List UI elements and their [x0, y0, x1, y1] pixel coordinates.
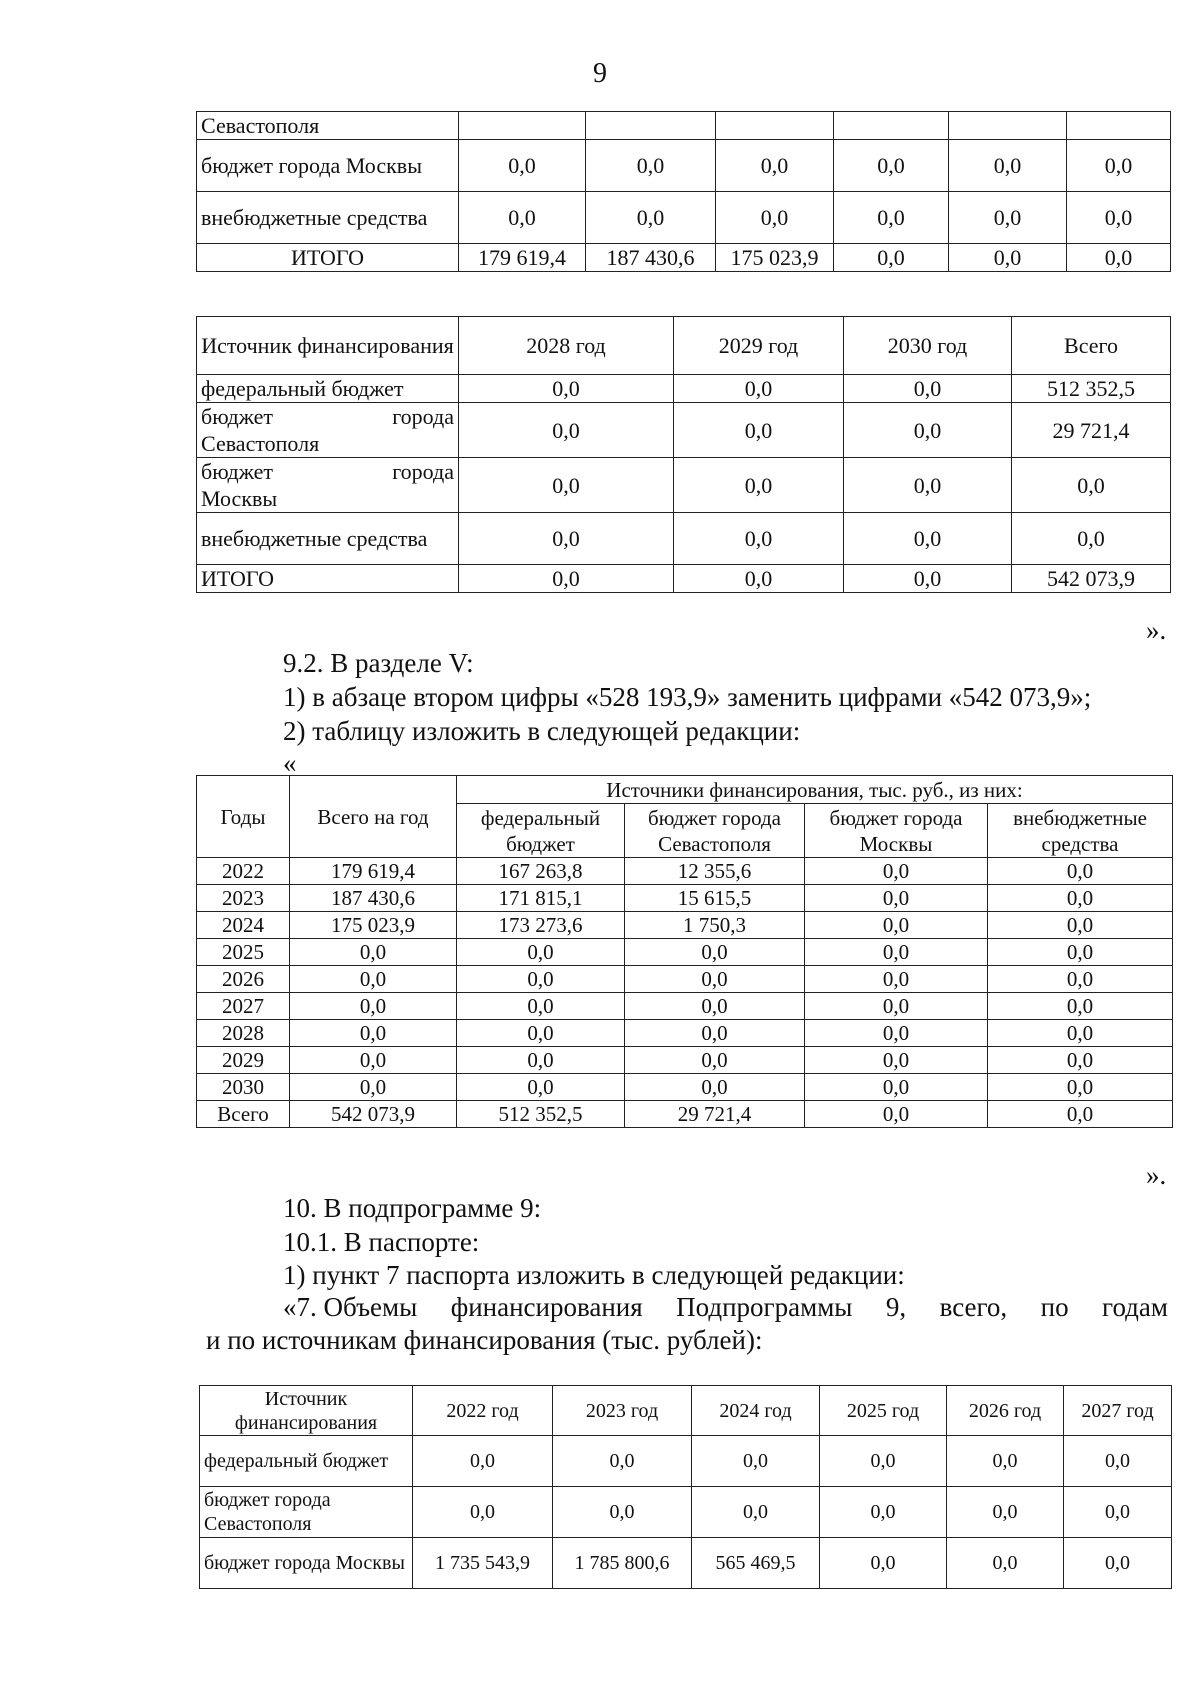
row-label-word: бюджет: [201, 404, 273, 429]
table-header-row: [200, 1386, 1172, 1436]
table-cell: 512 352,5: [1012, 375, 1171, 403]
table-cell: 0,0: [844, 375, 1012, 403]
table-cell: 2027: [197, 993, 290, 1020]
table-cell: 0,0: [625, 939, 805, 966]
table-cell: 0,0: [844, 403, 1012, 458]
table-cell: 0,0: [805, 1101, 988, 1128]
word: «7. Объемы: [283, 1292, 418, 1322]
subprogram-9-financing-table: [199, 1385, 1172, 1589]
word: Подпрограммы: [676, 1292, 853, 1322]
table-cell: 0,0: [988, 858, 1173, 885]
table-cell: 0,0: [805, 939, 988, 966]
column-header: 2027 год: [1064, 1386, 1172, 1436]
paragraph-7-justified: [283, 1292, 1168, 1323]
table-cell: 0,0: [947, 1436, 1064, 1487]
paragraph-7-continued: и по источникам финансирования (тыс. рублей):: [206, 1325, 763, 1355]
table-row: [197, 912, 1173, 939]
table-row: [197, 1047, 1173, 1074]
table-row: [197, 458, 1171, 513]
word: 9,: [885, 1292, 907, 1322]
table-cell: 0,0: [820, 1487, 947, 1538]
table-cell: 0,0: [1064, 1487, 1172, 1538]
table-cell: [716, 112, 834, 140]
table-cell: 0,0: [844, 458, 1012, 513]
table-cell: 0,0: [586, 140, 716, 192]
column-header: федеральный бюджет: [457, 804, 625, 858]
table-row: [197, 140, 1171, 192]
table-cell: 29 721,4: [1012, 403, 1171, 458]
table-cell: 0,0: [1012, 513, 1171, 565]
table-cell: 0,0: [290, 966, 457, 993]
table-cell: 0,0: [947, 1487, 1064, 1538]
table-row: [200, 1538, 1172, 1589]
table-cell: 0,0: [805, 1047, 988, 1074]
table-cell: 173 273,6: [457, 912, 625, 939]
table-cell: 0,0: [459, 192, 586, 244]
page-number: 9: [593, 58, 607, 89]
row-label: бюджет города Москвы: [200, 1538, 413, 1589]
table-cell: 0,0: [290, 993, 457, 1020]
table-cell: 1 750,3: [625, 912, 805, 939]
column-header: бюджет города Москвы: [805, 804, 988, 858]
table-cell: 0,0: [625, 1047, 805, 1074]
table-cell: 175 023,9: [716, 244, 834, 272]
table-header-row: [197, 317, 1171, 375]
table-cell: 0,0: [625, 1074, 805, 1101]
table-cell: 12 355,6: [625, 858, 805, 885]
table-cell: 0,0: [1067, 140, 1171, 192]
row-label: Севастополя: [197, 112, 459, 140]
table-row: [197, 1074, 1173, 1101]
column-header: Источник финансирования: [200, 1386, 413, 1436]
quote-close: ».: [1146, 615, 1167, 645]
row-label-word: города: [392, 404, 454, 429]
row-label-word: города: [392, 459, 454, 484]
column-header: 2025 год: [820, 1386, 947, 1436]
table-row: [200, 1436, 1172, 1487]
table-cell: 2030: [197, 1074, 290, 1101]
word: по: [1040, 1292, 1069, 1322]
column-header-total: Всего на год: [290, 776, 457, 858]
table-cell: 0,0: [692, 1487, 820, 1538]
table-row: [200, 1487, 1172, 1538]
table-row: [197, 513, 1171, 565]
table-cell: 0,0: [459, 565, 674, 593]
table-row: [197, 403, 1171, 458]
table-cell: 0,0: [716, 140, 834, 192]
row-label-line2: Москвы: [201, 486, 278, 511]
table-cell: 0,0: [949, 244, 1067, 272]
table-cell: 0,0: [553, 1436, 692, 1487]
row-label: внебюджетные средства: [197, 192, 459, 244]
table-cell: 0,0: [625, 966, 805, 993]
table-cell: 0,0: [674, 565, 844, 593]
table-row: [197, 112, 1171, 140]
table-cell: 0,0: [805, 858, 988, 885]
table-cell: 0,0: [988, 966, 1173, 993]
table-cell: 0,0: [457, 1074, 625, 1101]
table-cell: 0,0: [625, 993, 805, 1020]
table-cell: 0,0: [459, 403, 674, 458]
column-header: 2028 год: [459, 317, 674, 375]
table-cell: 0,0: [805, 885, 988, 912]
table-cell: 0,0: [834, 140, 949, 192]
table-row: [197, 939, 1173, 966]
table-cell: 0,0: [457, 993, 625, 1020]
column-header: 2029 год: [674, 317, 844, 375]
row-label-word: бюджет: [201, 459, 273, 484]
table-cell: 0,0: [290, 1020, 457, 1047]
table-cell: 565 469,5: [692, 1538, 820, 1589]
table-row: [197, 565, 1171, 593]
column-header: 2030 год: [844, 317, 1012, 375]
table-cell: 29 721,4: [625, 1101, 805, 1128]
financing-table-continued: [196, 111, 1171, 272]
paragraph-10-1-item-1: 1) пункт 7 паспорта изложить в следующей редакции:: [283, 1260, 905, 1290]
financing-table-2028-2030: [196, 316, 1171, 593]
table-cell: 2028: [197, 1020, 290, 1047]
table-cell: 0,0: [413, 1436, 553, 1487]
table-cell: 0,0: [625, 1020, 805, 1047]
table-cell: 187 430,6: [586, 244, 716, 272]
table-cell: 0,0: [459, 375, 674, 403]
table-cell: 0,0: [988, 912, 1173, 939]
table-row: [197, 1101, 1173, 1128]
row-label: федеральный бюджет: [200, 1436, 413, 1487]
row-label: внебюджетные средства: [197, 513, 459, 565]
table-cell: 2024: [197, 912, 290, 939]
table-cell: 0,0: [988, 1074, 1173, 1101]
table-cell: Всего: [197, 1101, 290, 1128]
table-cell: 0,0: [716, 192, 834, 244]
table-cell: 0,0: [988, 1020, 1173, 1047]
column-header: бюджет города Севастополя: [625, 804, 805, 858]
table-cell: 175 023,9: [290, 912, 457, 939]
table-cell: 0,0: [459, 458, 674, 513]
paragraph-9-2-item-2: 2) таблицу изложить в следующей редакции:: [283, 716, 801, 746]
table-cell: 0,0: [805, 912, 988, 939]
table-cell: 0,0: [413, 1487, 553, 1538]
table-cell: 0,0: [988, 939, 1173, 966]
table-cell: 0,0: [988, 885, 1173, 912]
table-cell: 2029: [197, 1047, 290, 1074]
table-cell: 0,0: [553, 1487, 692, 1538]
paragraph-10-1: 10.1. В паспорте:: [283, 1227, 480, 1257]
table-cell: [459, 112, 586, 140]
table-cell: 0,0: [805, 1074, 988, 1101]
table-cell: 0,0: [692, 1436, 820, 1487]
table-cell: [834, 112, 949, 140]
row-label: бюджет города Севастополя: [200, 1487, 413, 1538]
table-cell: [949, 112, 1067, 140]
table-cell: 542 073,9: [1012, 565, 1171, 593]
table-row: [197, 375, 1171, 403]
table-cell: 1 785 800,6: [553, 1538, 692, 1589]
table-cell: 0,0: [459, 513, 674, 565]
table-cell: 0,0: [1067, 192, 1171, 244]
table-cell: 2025: [197, 939, 290, 966]
table-cell: 0,0: [457, 1047, 625, 1074]
column-header: 2023 год: [553, 1386, 692, 1436]
column-header: Всего: [1012, 317, 1171, 375]
table-cell: 0,0: [290, 939, 457, 966]
table-cell: 2022: [197, 858, 290, 885]
quote-close-2: ».: [1146, 1160, 1167, 1190]
table-cell: 0,0: [457, 966, 625, 993]
row-label-line2: Севастополя: [201, 431, 320, 456]
table-cell: 0,0: [805, 966, 988, 993]
table-cell: 512 352,5: [457, 1101, 625, 1128]
table-cell: 542 073,9: [290, 1101, 457, 1128]
row-label: ИТОГО: [197, 565, 459, 593]
table-cell: 2023: [197, 885, 290, 912]
row-label: [197, 458, 459, 513]
table-cell: 0,0: [988, 1047, 1173, 1074]
table-cell: [586, 112, 716, 140]
table-cell: 0,0: [820, 1538, 947, 1589]
table-cell: 0,0: [290, 1047, 457, 1074]
table-cell: 171 815,1: [457, 885, 625, 912]
table-cell: 0,0: [1012, 458, 1171, 513]
table-cell: 0,0: [1064, 1436, 1172, 1487]
table-row: [197, 885, 1173, 912]
row-label: бюджет города Москвы: [197, 140, 459, 192]
row-label: ИТОГО: [197, 244, 459, 272]
quote-open: «: [283, 748, 297, 778]
table-cell: 179 619,4: [459, 244, 586, 272]
column-header: 2022 год: [413, 1386, 553, 1436]
column-header: внебюджетные средства: [988, 804, 1173, 858]
table-cell: 0,0: [674, 513, 844, 565]
financing-by-year-table: [196, 775, 1173, 1128]
table-cell: 0,0: [949, 140, 1067, 192]
table-cell: 167 263,8: [457, 858, 625, 885]
table-row: [197, 858, 1173, 885]
table-cell: 0,0: [988, 1101, 1173, 1128]
table-cell: 1 735 543,9: [413, 1538, 553, 1589]
table-cell: 0,0: [457, 1020, 625, 1047]
table-cell: 0,0: [805, 1020, 988, 1047]
table-cell: 0,0: [1067, 244, 1171, 272]
table-cell: 0,0: [1064, 1538, 1172, 1589]
table-cell: 0,0: [834, 244, 949, 272]
table-cell: 15 615,5: [625, 885, 805, 912]
paragraph-9-2: 9.2. В разделе V:: [283, 648, 474, 678]
table-cell: 187 430,6: [290, 885, 457, 912]
table-cell: 0,0: [457, 939, 625, 966]
row-label: федеральный бюджет: [197, 375, 459, 403]
table-row: [197, 1020, 1173, 1047]
row-label: [197, 403, 459, 458]
table-cell: 0,0: [820, 1436, 947, 1487]
table-cell: 0,0: [844, 565, 1012, 593]
table-cell: 0,0: [290, 1074, 457, 1101]
table-cell: 0,0: [674, 375, 844, 403]
column-header-years: Годы: [197, 776, 290, 858]
table-cell: 0,0: [834, 192, 949, 244]
table-header-row: [197, 776, 1173, 804]
table-row: [197, 993, 1173, 1020]
column-header: Источник финансирования: [197, 317, 459, 375]
table-cell: 0,0: [988, 993, 1173, 1020]
table-cell: 0,0: [586, 192, 716, 244]
column-header: 2026 год: [947, 1386, 1064, 1436]
table-row: [197, 966, 1173, 993]
table-cell: [1067, 112, 1171, 140]
table-cell: 179 619,4: [290, 858, 457, 885]
word: финансирования: [450, 1292, 643, 1322]
table-cell: 0,0: [674, 403, 844, 458]
table-cell: 2026: [197, 966, 290, 993]
column-group-header: Источники финансирования, тыс. руб., из них:: [457, 776, 1173, 804]
table-row: [197, 192, 1171, 244]
paragraph-10: 10. В подпрограмме 9:: [283, 1193, 542, 1223]
table-cell: 0,0: [844, 513, 1012, 565]
column-header: 2024 год: [692, 1386, 820, 1436]
word: годам: [1102, 1292, 1168, 1322]
table-cell: 0,0: [459, 140, 586, 192]
paragraph-9-2-item-1: 1) в абзаце втором цифры «528 193,9» заменить цифрами «542 073,9»;: [283, 682, 1092, 712]
word: всего,: [939, 1292, 1008, 1322]
table-cell: 0,0: [805, 993, 988, 1020]
table-cell: 0,0: [947, 1538, 1064, 1589]
table-row: [197, 244, 1171, 272]
table-cell: 0,0: [674, 458, 844, 513]
table-cell: 0,0: [949, 192, 1067, 244]
